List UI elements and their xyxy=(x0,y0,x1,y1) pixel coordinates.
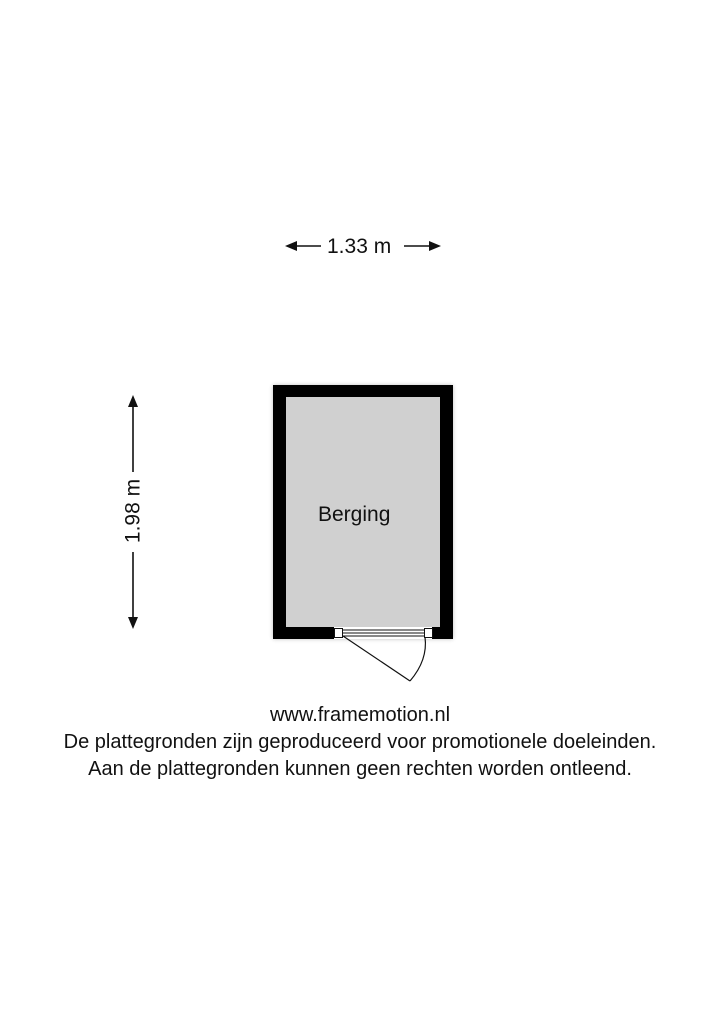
website-text: www.framemotion.nl xyxy=(269,704,451,726)
disclaimer-line-2: Aan de plattegronden kunnen geen rechten worden ontleend. xyxy=(88,758,632,780)
disclaimer-line-1: De plattegronden zijn geproduceerd voor promotionele doeleinden. xyxy=(63,731,657,753)
width-dimension-label: 1.33 m xyxy=(327,235,392,258)
height-dimension-label: 1.98 m xyxy=(121,478,145,544)
room-label: Berging xyxy=(318,503,391,526)
door-icon xyxy=(335,629,433,682)
